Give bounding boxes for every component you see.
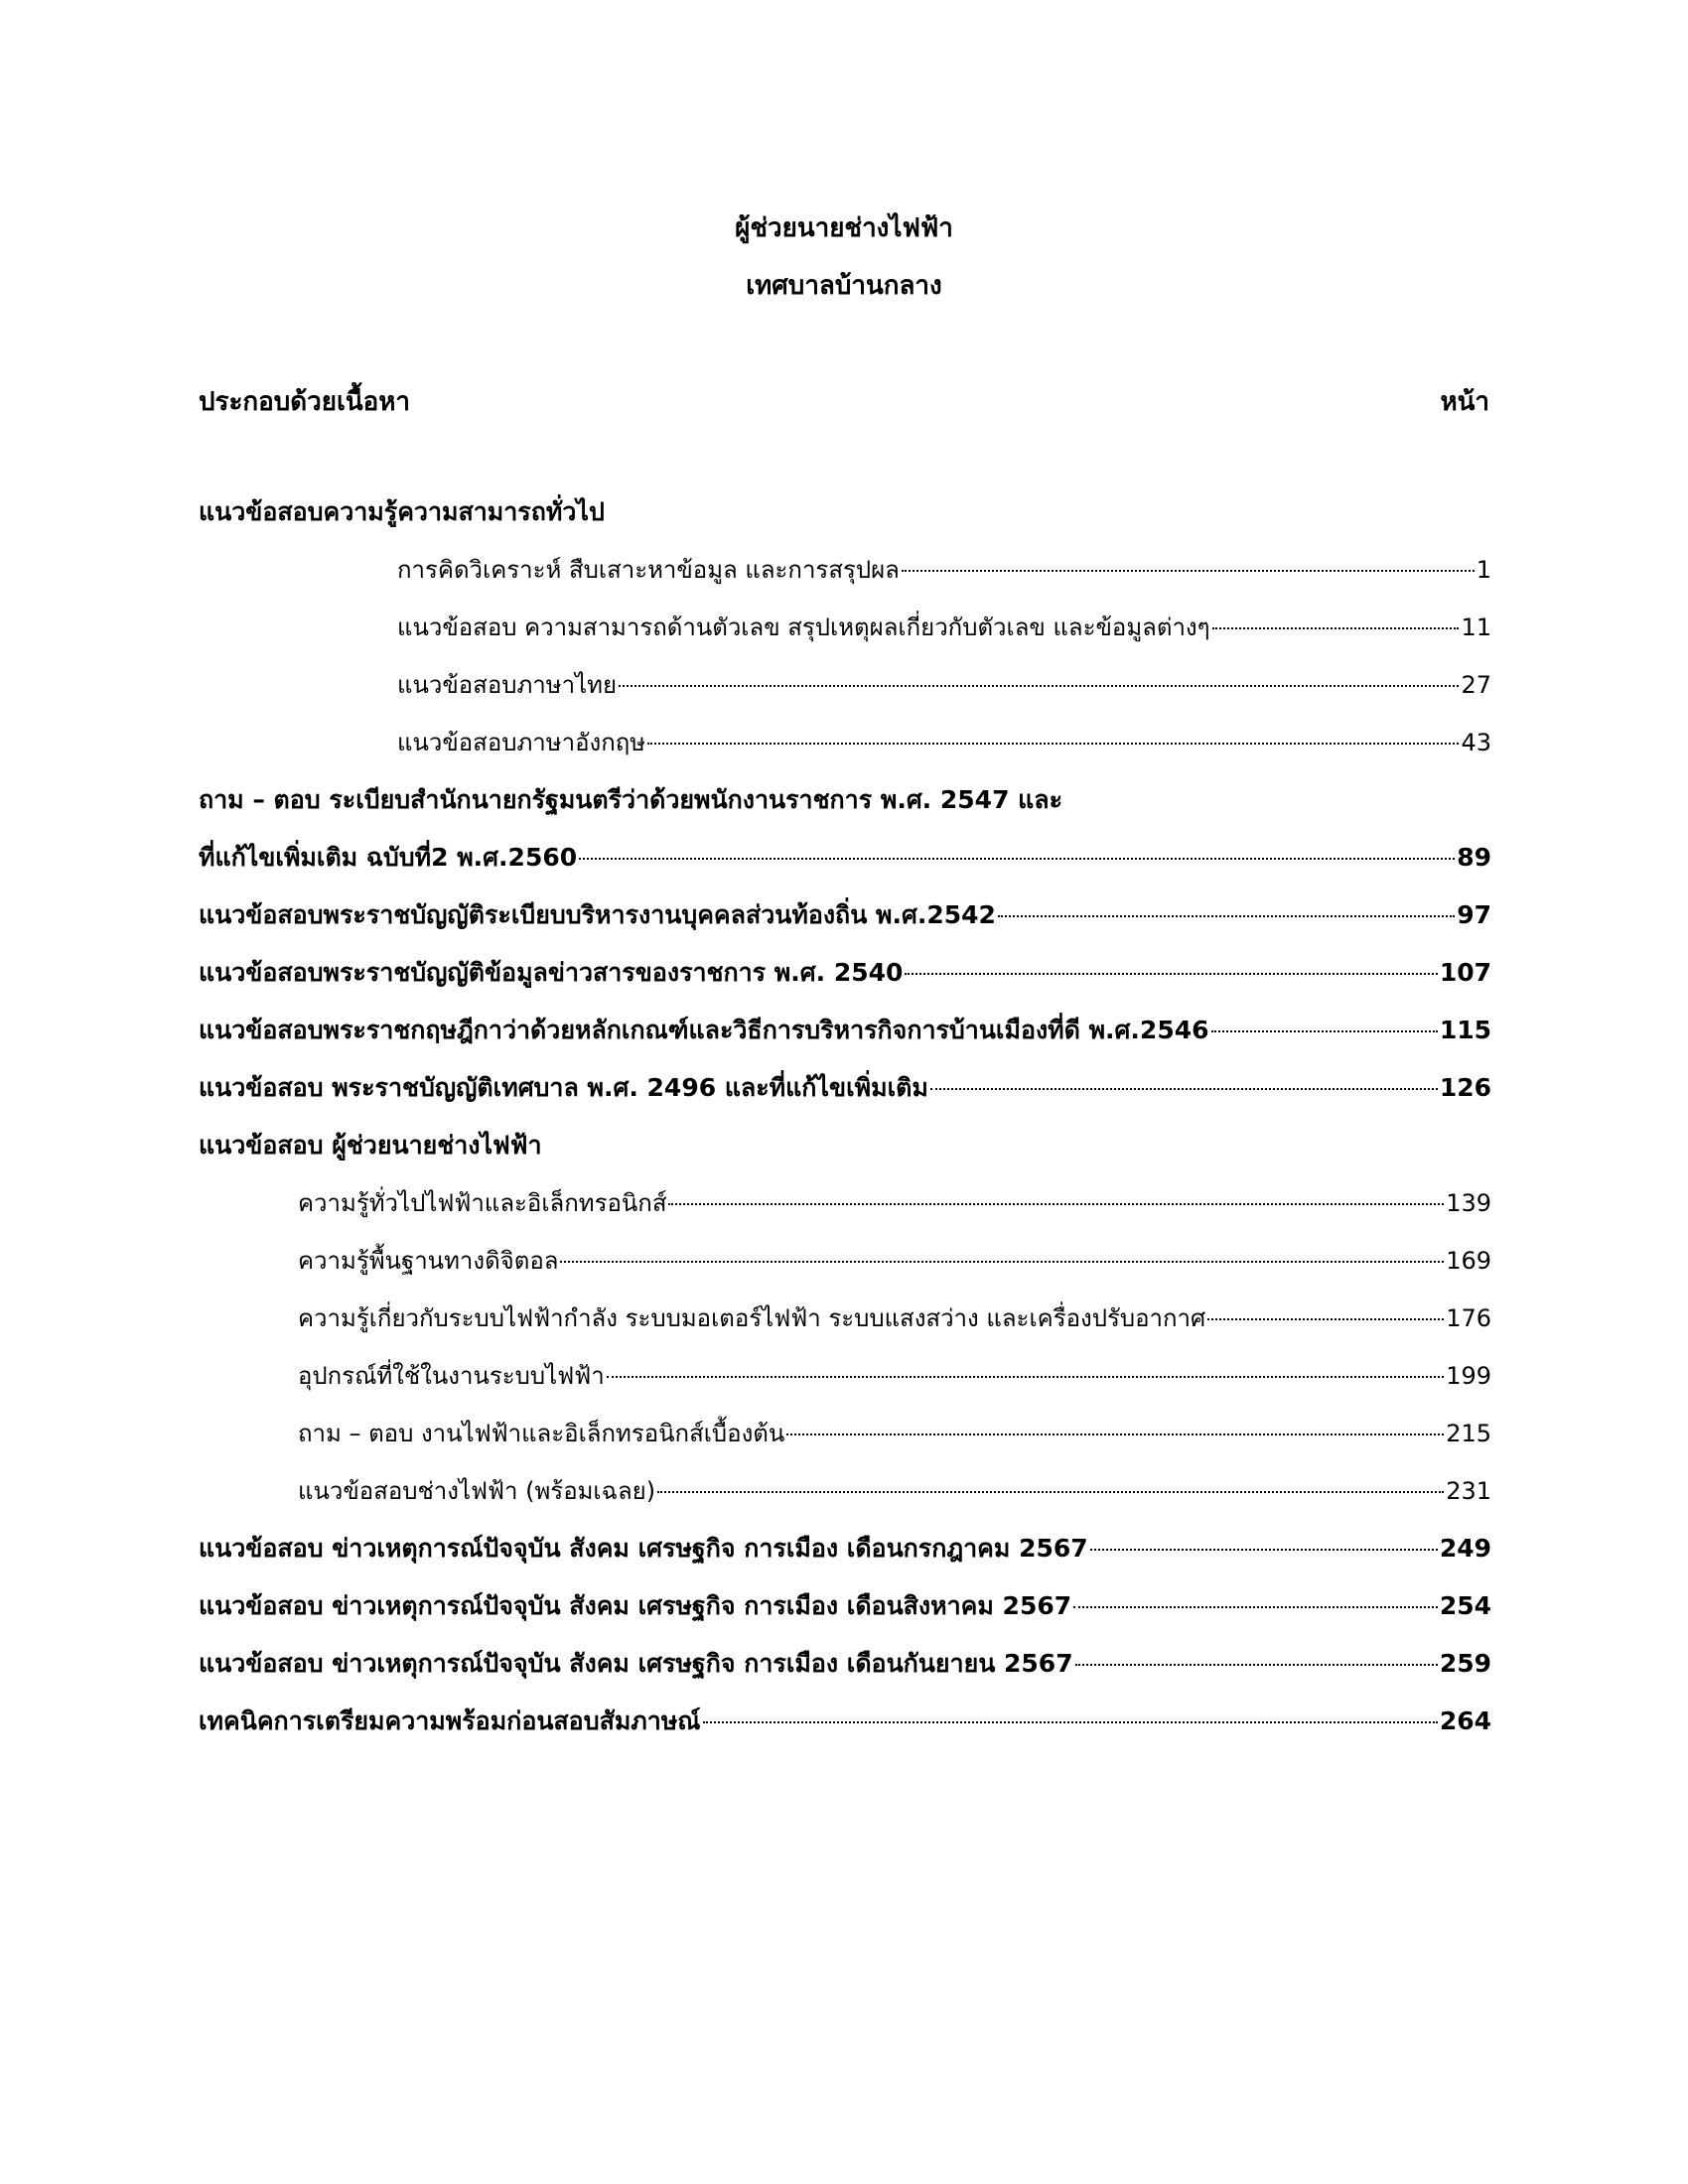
dot-leader — [657, 1490, 1444, 1493]
toc-entry-page-number: 126 — [1439, 1073, 1491, 1102]
toc-entry — [199, 1529, 1491, 1586]
toc-entry-label: เทคนิคการเตรียมความพร้อมก่อนสอบสัมภาษณ์ — [199, 1706, 701, 1735]
toc-entry-label: ที่แก้ไขเพิ่มเติม ฉบับที่2 พ.ศ.2560 — [199, 843, 578, 872]
toc-entry — [298, 1183, 1491, 1241]
toc-entry — [199, 953, 1491, 1011]
toc-entry — [298, 1414, 1491, 1471]
toc-entry-label: แนวข้อสอบช่างไฟฟ้า (พร้อมเฉลย) — [298, 1477, 656, 1505]
toc-entry-page-number: 107 — [1439, 958, 1491, 987]
toc-entry-label: แนวข้อสอบ ผู้ช่วยนายช่างไฟฟ้า — [199, 1131, 542, 1160]
toc-entry-label: แนวข้อสอบ ข่าวเหตุการณ์ปัจจุบัน สังคม เศรษฐกิจ การเมือง เดือนกรกฎาคม 2567 — [199, 1534, 1088, 1563]
toc-entry-label: การคิดวิเคราะห์ สืบเสาะหาข้อมูล และการสรุปผล — [397, 556, 900, 584]
toc-entry — [397, 550, 1491, 608]
dot-leader — [1212, 626, 1460, 629]
toc-entry — [199, 1068, 1491, 1126]
toc-entry — [397, 665, 1491, 723]
toc-entry-page-number: 231 — [1446, 1477, 1491, 1505]
toc-entry — [298, 1241, 1491, 1298]
toc-entry — [199, 1011, 1491, 1068]
dot-leader — [998, 914, 1455, 917]
dot-leader — [619, 684, 1459, 687]
dot-leader — [786, 1433, 1444, 1435]
toc-entry-label: แนวข้อสอบพระราชกฤษฎีกาว่าด้วยหลักเกณฑ์และวิธีการบริหารกิจการบ้านเมืองที่ดี พ.ศ.2546 — [199, 1016, 1209, 1044]
toc-entry — [298, 1356, 1491, 1414]
toc-heading — [199, 492, 1491, 550]
toc-entry — [199, 895, 1491, 953]
toc-entry-label: ความรู้พื้นฐานทางดิจิตอล — [298, 1247, 559, 1275]
toc-entry — [298, 1298, 1491, 1356]
toc-entry-page-number: 27 — [1461, 671, 1491, 699]
toc-entry-page-number: 199 — [1446, 1362, 1491, 1390]
toc-entry-page-number: 97 — [1457, 900, 1491, 929]
dot-leader — [579, 857, 1455, 860]
toc-entry — [199, 1702, 1491, 1759]
toc-entry — [397, 608, 1491, 665]
toc-entry-label: ความรู้เกี่ยวกับระบบไฟฟ้ากำลัง ระบบมอเตอร์ไฟฟ้า ระบบแสงสว่าง และเครื่องปรับอากาศ — [298, 1304, 1206, 1332]
toc-entry-label: แนวข้อสอบภาษาอังกฤษ — [397, 729, 646, 756]
dot-leader — [1090, 1548, 1438, 1551]
dot-leader — [1075, 1663, 1438, 1666]
dot-leader — [607, 1375, 1445, 1378]
toc-entry-label: แนวข้อสอบ ข่าวเหตุการณ์ปัจจุบัน สังคม เศรษฐกิจ การเมือง เดือนสิงหาคม 2567 — [199, 1591, 1072, 1620]
toc-entry-page-number: 139 — [1446, 1189, 1491, 1217]
dot-leader — [1073, 1605, 1438, 1608]
toc-heading — [199, 1126, 1491, 1183]
toc-entry-page-number: 11 — [1461, 614, 1491, 641]
toc-entry-page-number: 215 — [1446, 1420, 1491, 1447]
toc-entry-label: แนวข้อสอบ ข่าวเหตุการณ์ปัจจุบัน สังคม เศรษฐกิจ การเมือง เดือนกันยายน 2567 — [199, 1649, 1073, 1678]
toc-entry-page-number: 1 — [1476, 556, 1491, 584]
toc-entry-label: แนวข้อสอบ พระราชบัญญัติเทศบาล พ.ศ. 2496 และที่แก้ไขเพิ่มเติม — [199, 1073, 928, 1102]
toc-entry-page-number: 259 — [1439, 1649, 1491, 1678]
dot-leader — [930, 1087, 1438, 1090]
document-subtitle: เทศบาลบ้านกลาง — [746, 271, 942, 301]
toc-entry-label: แนวข้อสอบความรู้ความสามารถทั่วไป — [199, 497, 605, 526]
dot-leader — [703, 1720, 1438, 1723]
toc-entry-label: อุปกรณ์ที่ใช้ในงานระบบไฟฟ้า — [298, 1362, 605, 1390]
toc-entry-label: แนวข้อสอบ ความสามารถด้านตัวเลข สรุปเหตุผลเกี่ยวกับตัวเลข และข้อมูลต่างๆ — [397, 614, 1210, 641]
page-column-label: หน้า — [1440, 387, 1489, 417]
toc-entry-label: ความรู้ทั่วไปไฟฟ้าและอิเล็กทรอนิกส์ — [298, 1189, 667, 1217]
dot-leader — [560, 1260, 1444, 1263]
dot-leader — [905, 972, 1437, 975]
toc-entry-page-number: 264 — [1439, 1706, 1491, 1735]
toc-header — [199, 382, 1489, 422]
toc-heading — [199, 780, 1491, 838]
toc-entry-label: แนวข้อสอบพระราชบัญญัติข้อมูลข่าวสารของราชการ พ.ศ. 2540 — [199, 958, 904, 987]
dot-leader — [1207, 1317, 1444, 1320]
toc-entry — [298, 1471, 1491, 1529]
toc-entry-page-number: 254 — [1439, 1591, 1491, 1620]
toc-entry — [397, 723, 1491, 780]
contents-label: ประกอบด้วยเนื้อหา — [199, 387, 411, 417]
toc-entry — [199, 1644, 1491, 1702]
dot-leader — [668, 1202, 1444, 1205]
toc-entry-page-number: 169 — [1446, 1247, 1491, 1275]
toc-entry-page-number: 115 — [1439, 1016, 1491, 1044]
toc-entry-label: แนวข้อสอบพระราชบัญญัติระเบียบบริหารงานบุคคลส่วนท้องถิ่น พ.ศ.2542 — [199, 900, 996, 929]
toc-entry-page-number: 249 — [1439, 1534, 1491, 1563]
dot-leader — [1211, 1029, 1438, 1032]
dot-leader — [902, 569, 1475, 572]
toc-entry-label: ถาม – ตอบ ระเบียบสำนักนายกรัฐมนตรีว่าด้วยพนักงานราชการ พ.ศ. 2547 และ — [199, 785, 1063, 814]
toc-entry-label: แนวข้อสอบภาษาไทย — [397, 671, 618, 699]
toc-entry-page-number: 89 — [1457, 843, 1491, 872]
toc-entry-page-number: 176 — [1446, 1304, 1491, 1332]
toc-entry-page-number: 43 — [1461, 729, 1491, 756]
toc-entry-label: ถาม – ตอบ งานไฟฟ้าและอิเล็กทรอนิกส์เบื้องต้น — [298, 1420, 785, 1447]
dot-leader — [647, 742, 1459, 745]
document-title: ผู้ช่วยนายช่างไฟฟ้า — [735, 213, 953, 243]
toc-entry — [199, 1586, 1491, 1644]
toc-entry — [199, 838, 1491, 895]
